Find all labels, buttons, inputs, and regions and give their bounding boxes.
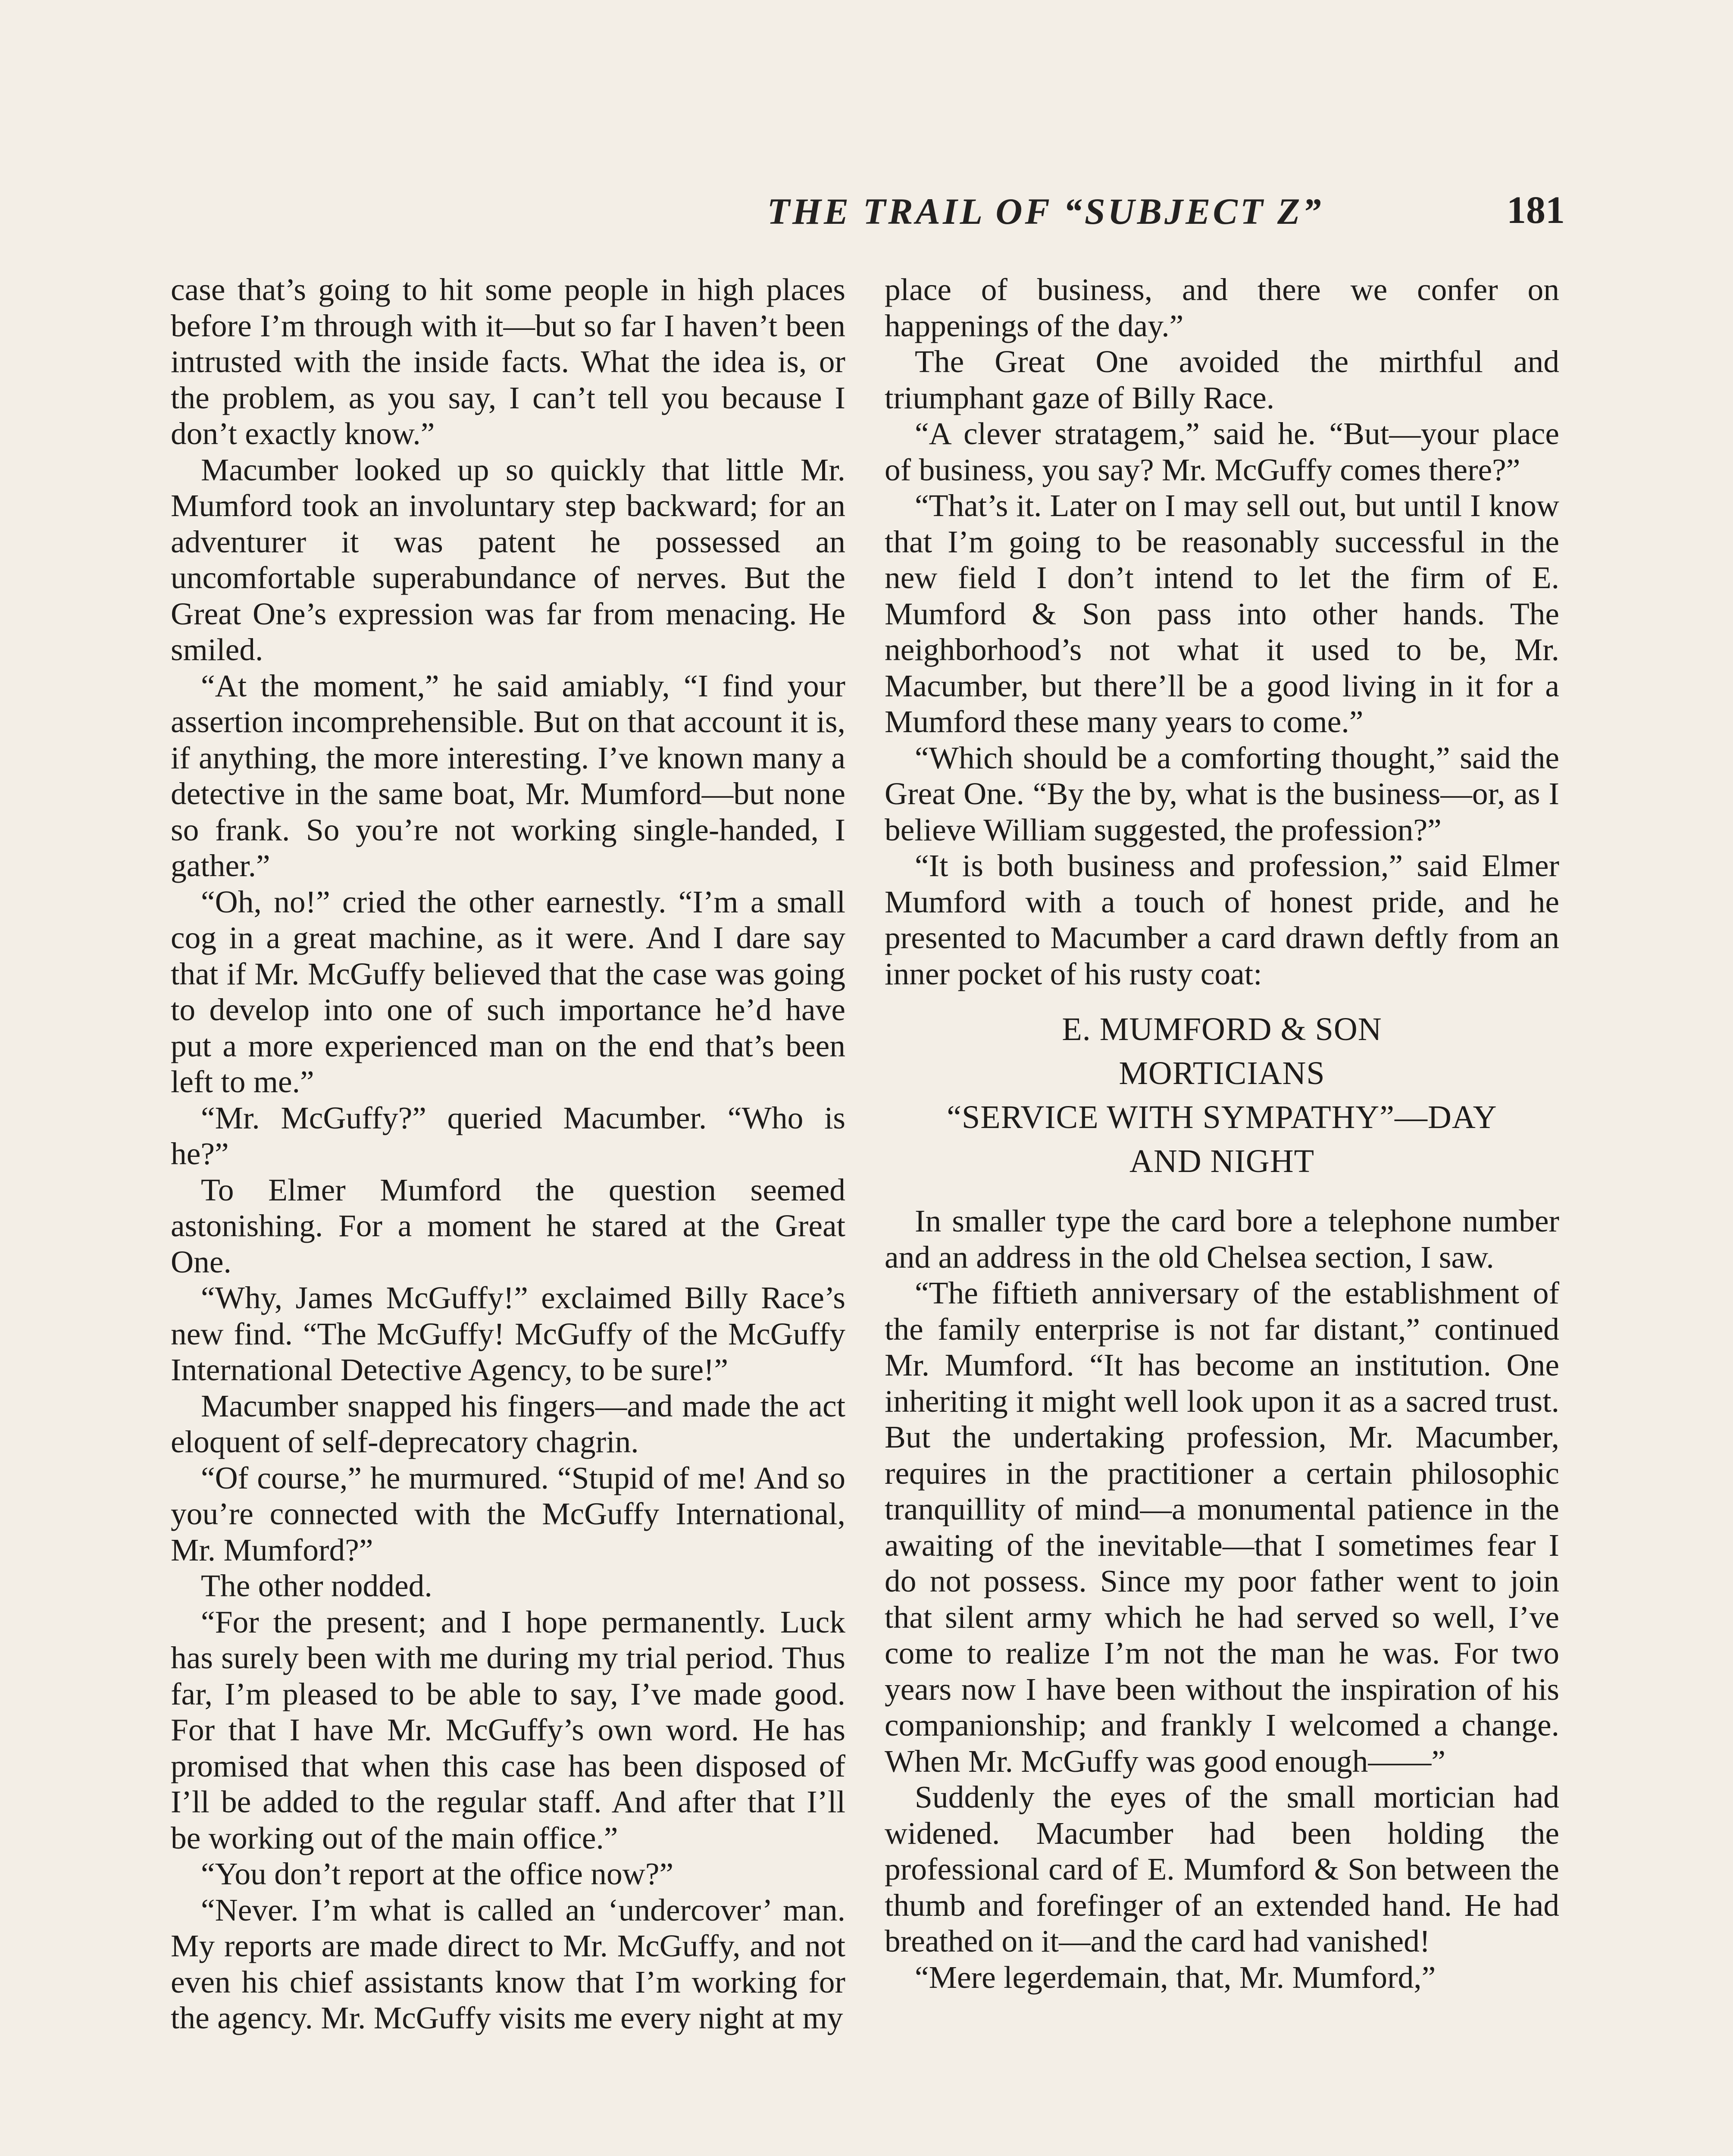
paragraph: “For the present; and I hope permanently. Luck has surely been with me during my trial period. Thus far, I’m pleased to be able to say, I’ve made good. For that I have Mr. McGuffy’s own word. He has promised that when this case has been disposed of I’ll be added to the regular staff. And after that I’ll be working out of the main office.” [171,1604,845,1855]
business-card-text [885,1007,1559,1183]
page-number: 181 [1507,189,1565,232]
paragraph: “It is both business and profession,” said Elmer Mumford with a touch of honest pride, and he presented to Macumber a card drawn deftly from an inner pocket of his rusty coat: [885,848,1559,991]
paragraph: “Never. I’m what is called an ‘undercover’ man. My reports are made direct to Mr. McGuffy, and not even his chief assistants know that I’m working for the agency. Mr. McGuffy visits me every night at my [171,1892,845,2035]
paragraph: The other nodded. [201,1568,432,1603]
card-slogan: “SERVICE WITH SYMPATHY”—DAY [947,1099,1497,1135]
paragraph: “Mere legerdemain, that, Mr. Mumford,” [915,1959,1436,1995]
paragraph: “Why, James McGuffy!” exclaimed Billy Race’s new find. “The McGuffy! McGuffy of the McGuffy International Detective Agency, to be sure!” [171,1280,845,1387]
paragraph: case that’s going to hit some people in high places before I’m through with it—but so far I haven’t been intrusted with the inside facts. What the idea is, or the problem, as you say, I can’t tell you because I don’t exactly know.” [171,272,845,451]
card-slogan-end: AND NIGHT [1129,1143,1315,1179]
paragraph: place of business, and there we confer on happenings of the day.” [885,272,1559,343]
paragraph: Macumber looked up so quickly that little Mr. Mumford took an involuntary step backward; for an adventurer it was patent he possessed an uncomfortable superabundance of nerves. But the Great One’s expression was far from menacing. He smiled. [171,452,845,667]
running-title: THE TRAIL OF “SUBJECT Z” [767,191,1324,232]
card-trade: MORTICIANS [1119,1055,1325,1091]
paragraph: “At the moment,” he said amiably, “I find your assertion incomprehensible. But on that account it is, if anything, the more interesting. I’ve known many a detective in the same boat, Mr. Mumford—but none so frank. So you’re not working single-handed, I gather.” [171,668,845,883]
paragraph: “That’s it. Later on I may sell out, but until I know that I’m going to be reasonably successful in the new field I don’t intend to let the firm of E. Mumford & Son pass into other hands. The neighborhood’s not what it used to be, Mr. Macumber, but there’ll be a good living in it for a Mumford these many years to come.” [885,488,1559,739]
paragraph: “Of course,” he murmured. “Stupid of me! And so you’re connected with the McGuffy International, Mr. Mumford?” [171,1460,845,1567]
paragraph: “Mr. McGuffy?” queried Macumber. “Who is he?” [171,1100,845,1171]
right-column [885,272,1559,1995]
paragraph: Macumber snapped his fingers—and made the act eloquent of self-deprecatory chagrin. [171,1388,845,1459]
paragraph: “You don’t report at the office now?” [201,1856,674,1891]
paragraph: “Oh, no!” cried the other earnestly. “I’m a small cog in a great machine, as it were. And I dare say that if Mr. McGuffy believed that the case was going to develop into one of such importance he’d have put a more experienced man on the end that’s been left to me.” [171,884,845,1099]
paragraph: The Great One avoided the mirthful and triumphant gaze of Billy Race. [885,344,1559,415]
paragraph: “Which should be a comforting thought,” said the Great One. “By the by, what is the business—or, as I believe William suggested, the profession?” [885,740,1559,847]
card-firm-name: E. MUMFORD & SON [1062,1011,1382,1047]
paragraph: “A clever stratagem,” said he. “But—your place of business, you say? Mr. McGuffy comes there?” [885,416,1559,487]
paragraph: Suddenly the eyes of the small mortician had widened. Macumber had been holding the professional card of E. Mumford & Son between the thumb and forefinger of an extended hand. He had breathed on it—and the card had vanished! [885,1780,1559,1959]
paragraph: To Elmer Mumford the question seemed astonishing. For a moment he stared at the Great One. [171,1172,845,1279]
paragraph: “The fiftieth anniversary of the establishment of the family enterprise is not far distant,” continued Mr. Mumford. “It has become an institution. One inheriting it might well look upon it as a sacred trust. But the undertaking profession, Mr. Macumber, requires in the practitioner a certain philosophic tranquillity of mind—a monumental patience in the awaiting of the inevitable—that I sometimes fear I do not possess. Since my poor father went to join that silent army which he had served so well, I’ve come to realize I’m not the man he was. For two years now I have been without the inspiration of his companionship; and frankly I welcomed a change. When Mr. McGuffy was good enough——” [885,1275,1559,1779]
paragraph: In smaller type the card bore a telephone number and an address in the old Chelsea section, I saw. [885,1203,1559,1275]
left-column [171,272,845,2036]
